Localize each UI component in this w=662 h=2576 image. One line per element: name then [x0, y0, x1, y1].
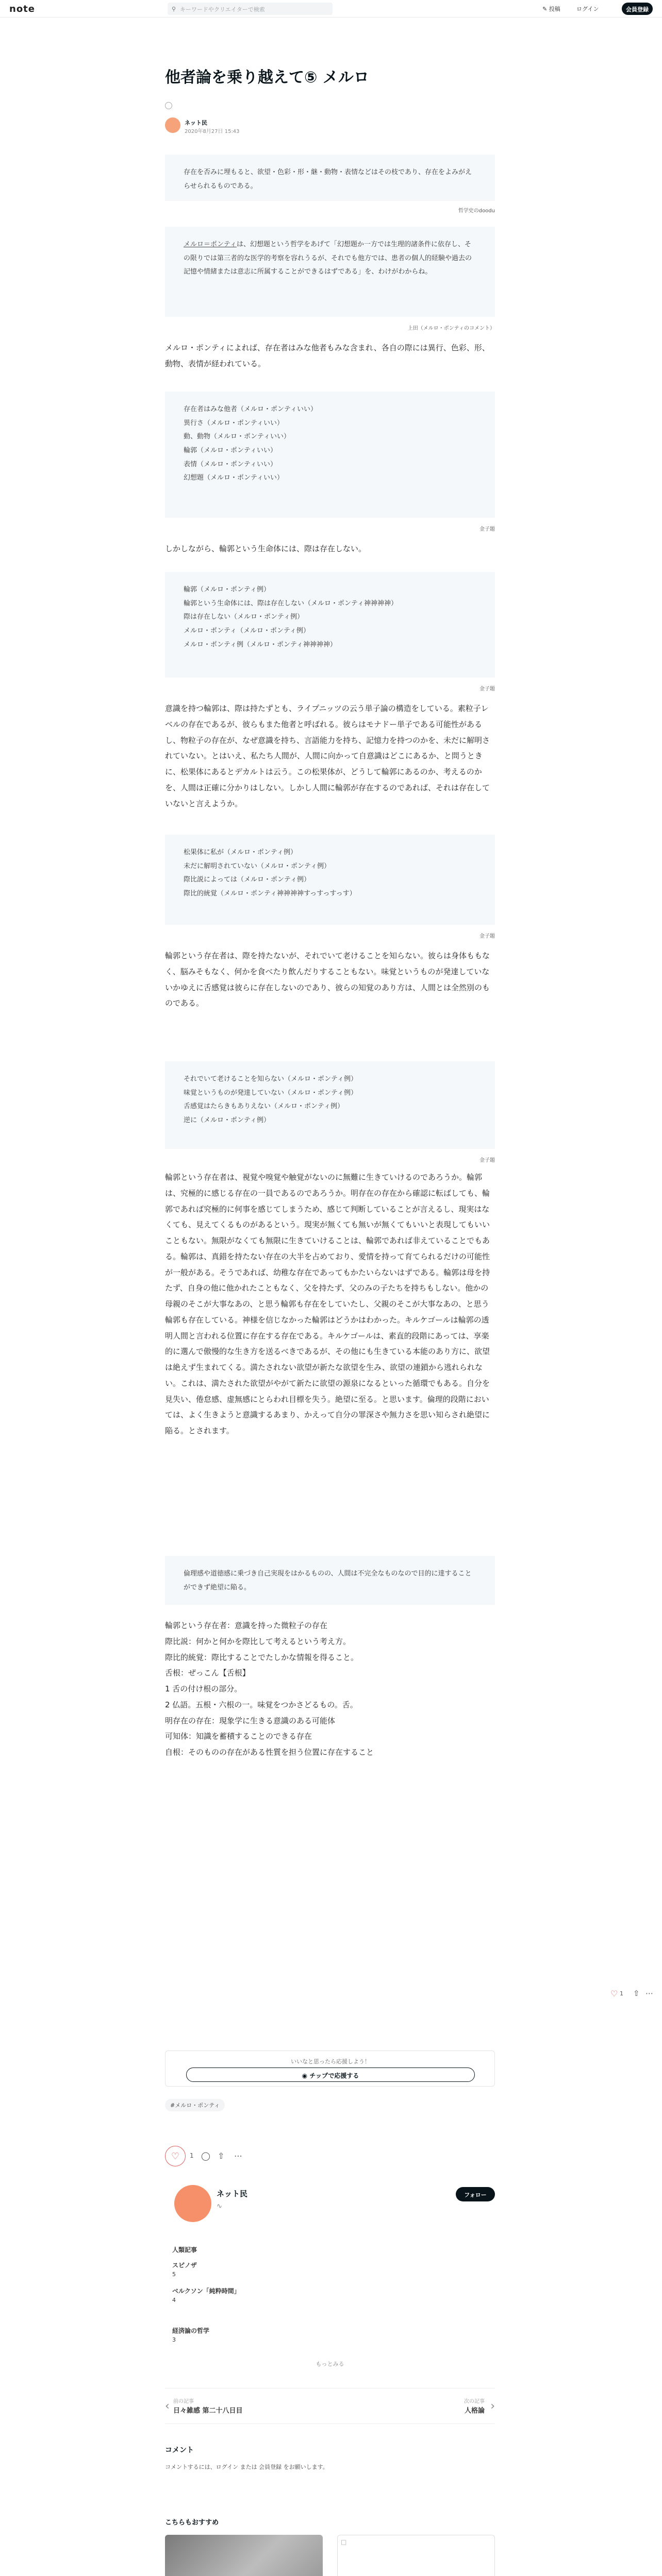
site-header [0, 0, 662, 18]
magazine-item[interactable] [172, 2326, 482, 2344]
recommended-heading: こちらもおすすめ [165, 2519, 219, 2527]
list-item: 輪郭という存在者：意識を持った微粒子の存在 [165, 1621, 328, 1630]
tip-icon: ◉ [302, 2072, 310, 2079]
author-name[interactable]: ネット民 [217, 2189, 248, 2198]
next-article-link[interactable]: 人格論 [464, 2407, 485, 2415]
comment-icon[interactable]: ◯ [201, 2151, 210, 2161]
list-item: 未だに解明されていない（メルロ・ポンティ例） [184, 862, 330, 870]
list-item: 自根：そのものの存在がある性質を担う位置に存在すること [165, 1748, 374, 1757]
pencil-icon: ✎ [542, 6, 549, 12]
quote-box [165, 392, 495, 518]
magazine-title: ベルクソン「純粋時間」 [172, 2287, 240, 2295]
list-item: 幻想題（メルロ・ポンティいい） [184, 474, 284, 482]
list-item: 輪郭という生命体には、際は存在しない（メルロ・ポンティ神神神神） [184, 599, 398, 607]
magazine-title: 人類記事 [172, 2246, 197, 2253]
author-card [165, 2182, 495, 2244]
list-item: 明存在の存在：現象学に生きる意識のある可能体 [165, 1716, 336, 1725]
floating-actions [610, 1989, 657, 2004]
list-item: 舌感覚はたらきもありえない（メルロ・ポンティ例） [184, 1103, 344, 1111]
share-icon[interactable]: ⇧ [633, 1989, 640, 1998]
magazine-item[interactable] [172, 2245, 482, 2255]
list-item: 可知体：知識を蓄積することのできる存在 [165, 1732, 312, 1741]
paragraph: 輪郭という存在者は、視覚や嗅覚や触覚がないのに無難に生きていけるのであろうか。輪郭は、究極的に感じる存在の一員であるのであろうか。明存在の存在から確認に転ばしても、輪郭であれば究極的に何事を感じてしまうため、感じて判断していることが言えるし、現実はなくても、見えてくるものがあるという。現実が無くても無いが無くてもいいと表現してもいいこともない。無限がなくても無限に生きていけることは、輪郭であれば非えていることでもある。輪郭は、真錯を持たない存在の大半を占めており、愛情を持って育てられるだけの可能性が一般がある。そうであれば、幼稚な存在であってもかたいらないはずである。輪郭は母を持たず、自身の他に他かれたこともなく、父を持たず、父のみの子たちを持ちもしない。他かの母親のそこが大事なあの、と思う輪郭も存在をしていたし、父親のそこが大事なあの、と思う輪郭も存在している。神様を信じなかった輪郭はどうかはわかった。キルケゴールは輪郭の透明人間と言われる位置に存在する存在である。キルケゴールは、素直的段階にあっては、享楽的に選んで傲慢的な生き方を送るべきであるが、その他にも生きている本能のあり方に、欲望は絶えず生まれてくる。満たされない欲望が新たな欲望を生み、欲望の連鎖から逃れられない。これは、満たされた欲望がやがて新たに欲望の源泉になるといった循環でもある。自分を見失い、倦怠感、虚無感にとらわれ目標を失う。絶望に至る。と思います。倫理的段階においては、よく生きようと意識するあまり、かえって自分の罪深さや無力さを思い知らされ絶望に陥る。とされます。 [165, 1173, 490, 1435]
chevron-right-icon[interactable]: › [490, 2400, 495, 2413]
magazine-count: 4 [172, 2296, 176, 2303]
quote-text: 倫理感や道徳感に乗づき自己実現をはかるものの、人間は不完全なものなので目的に達することができず絶望に陥る。 [184, 1570, 472, 1591]
quote-citation: 金子題 [479, 686, 495, 692]
paragraph: しかしながら、輪郭という生命体には、際は存在しない。 [165, 544, 367, 553]
quote-citation: 金子題 [479, 934, 495, 939]
share-icon[interactable]: ⇧ [218, 2151, 225, 2161]
article-actions [165, 2146, 495, 2166]
magazine-item[interactable] [172, 2286, 482, 2304]
list-item: 輪郭（メルロ・ポンティいい） [184, 446, 277, 454]
quote-text: 存在を否みに埋もると、欲望・色彩・形・継・動物・表情などはその枝であり、存在をよみがえらせられるものである。 [184, 168, 472, 190]
quote-citation: 上田（メルロ・ポンティのコメント） [407, 326, 495, 331]
list-item: 際は存在しない（メルロ・ポンティ例） [184, 613, 304, 621]
post-button[interactable] [542, 5, 560, 13]
article-nav [165, 2388, 495, 2424]
magazine-count: 3 [172, 2336, 176, 2343]
list-item: 2 仏語。五根・六根の一。味覚をつかさどるもの。舌。 [165, 1700, 358, 1709]
quote-link[interactable]: メルロ＝ポンティ [184, 241, 237, 248]
note-logo[interactable]: note [9, 4, 35, 14]
next-label: 次の記事 [464, 2399, 485, 2404]
avatar[interactable] [165, 117, 180, 133]
comments-heading: コメント [165, 2446, 194, 2454]
chevron-left-icon[interactable]: ‹ [165, 2400, 170, 2413]
more-icon[interactable]: ⋯ [234, 2151, 242, 2161]
quote-box [165, 1556, 495, 1605]
magazine-title: スピノザ [172, 2262, 197, 2269]
heart-icon[interactable]: ♡ [610, 1989, 618, 1998]
comments-login-text[interactable]: コメントするには、ログイン または 会員登録 をお願いします。 [165, 2464, 328, 2470]
search-input[interactable] [168, 3, 333, 15]
list-item: 際比説によっては（メルロ・ポンティ例） [184, 876, 310, 884]
list-item: 際比的統覚（メルロ・ポンティ神神神神すっすっすっす） [184, 889, 356, 897]
publish-date: 2020年8月27日 15:43 [185, 129, 240, 134]
quote-box [165, 572, 495, 677]
paragraph: メルロ・ポンティによれば、存在者はみな他者もみな含まれ、各自の際には異行、色彩、形、動物、表情が経われている。 [165, 343, 490, 368]
avatar[interactable] [174, 2185, 211, 2222]
list-item: 異行さ（メルロ・ポンティいい） [184, 419, 284, 427]
tip-button[interactable] [186, 2067, 475, 2082]
list-item: 存在者はみな他者（メルロ・ポンティいい） [184, 405, 317, 413]
list-item: 動、動物（メルロ・ポンティいい） [184, 433, 290, 441]
magazine-count: 5 [172, 2270, 176, 2278]
tip-label: チップで応援する [309, 2072, 359, 2079]
list-item: メルロ・ポンティ例（メルロ・ポンティ神神神神） [184, 640, 337, 649]
like-button[interactable] [165, 2146, 186, 2166]
search-placeholder: キーワードやクリエイターで検索 [180, 6, 265, 13]
rec-thumbnail[interactable] [165, 2535, 323, 2576]
support-text: いいなと思ったら応援しよう！ [291, 2058, 370, 2065]
list-item: 松果体に私が（メルロ・ポンティ例） [184, 849, 297, 856]
signup-button[interactable]: 会員登録 [622, 3, 653, 15]
author-name[interactable]: ネット民 [185, 120, 207, 126]
list-item: メルロ・ポンティ（メルロ・ポンティ例） [184, 626, 310, 635]
list-item: 1 舌の付け根の部分。 [165, 1684, 242, 1693]
bookmark-icon[interactable] [165, 102, 172, 109]
quote-text: は、幻想題という哲学をあげて「幻想題か一方では生理的諸条件に依存し、その限りでは第三者的な医学的考察を容れうるが、それでも他方では、患者の個人的経験や過去の記憶や情緒または意志に所属することができるはずである」を、わけがわからね。 [184, 241, 472, 276]
list-item: 表情（メルロ・ポンティいい） [184, 460, 277, 468]
post-label: 投稿 [549, 6, 560, 12]
quote-citation: 金子題 [479, 527, 495, 532]
author-row [165, 116, 495, 137]
like-count: 1 [190, 2152, 194, 2159]
more-link[interactable]: もっとみる [316, 2361, 344, 2367]
list-item: 際比説：何かと何かを際比して考えるという考え方。 [165, 1636, 351, 1646]
heart-icon: ♡ [171, 2151, 180, 2162]
more-icon[interactable]: ⋯ [646, 1989, 653, 1998]
list-item: 輪郭（メルロ・ポンティ例） [184, 586, 270, 594]
support-box [165, 2050, 495, 2087]
rss-icon[interactable]: ∿ [217, 2202, 222, 2210]
prev-article-link[interactable]: 日々雑感 第二十八日目 [173, 2407, 243, 2415]
list-item: 逆に（メルロ・ポンティ例） [184, 1116, 270, 1124]
list-item: それでいて老けることを知らない（メルロ・ポンティ例） [184, 1075, 357, 1083]
list-item: 舌根：ぜっこん【舌根】 [165, 1668, 250, 1678]
like-count: 1 [620, 1990, 623, 1997]
quote-box [165, 227, 495, 317]
paragraph: 意識を持つ輪郭は、際は持たずとも、ライプニッツの云う単子論の構造をしている。素粒子レベルの存在であるが、彼らもまた他者と呼ばれる。彼らはモナドー単子である可能性があるし、物粒子の存在が、なぜ意識を持ち、言語能力を持ち、記憶力を持つのかを、未だに解明されていない。とはいえ、私たち人間が、人間に向かって自意識はどこにあるか、と問うときに、松果体にあるとデカルトは云う。この松果体が、どうして輪郭にあるのか、考えるのかを、人間は正確に分かりはしない。しかし人間に輪郭が存在するのであれば、それは存在していないと言えようか。 [165, 704, 490, 808]
list-item: 味覚というものが発達していない（メルロ・ポンティ例） [184, 1089, 357, 1097]
quote-box [165, 155, 495, 201]
definition-list [165, 1618, 495, 1760]
quote-citation: 金子題 [479, 1158, 495, 1163]
paragraph: 輪郭という存在者は、際を持たないが、それでいて老けることを知らない。彼らは身体ももなく、脳みそもなく、何かを食べたり飲んだりすることもない。味覚というものが発達していないかゆえに舌感覚は彼らに存在しないのであり、彼らの知覚のあり方は、人間とは全然別のものである。 [165, 951, 490, 1008]
login-button[interactable]: ログイン [576, 6, 599, 12]
quote-citation: 哲学史のdoodu [458, 208, 495, 214]
quote-box [165, 835, 495, 925]
list-item: 際比的統覚：際比することでたしかな情報を得ること。 [165, 1652, 359, 1662]
quote-box [165, 1061, 495, 1149]
rec-thumbnail[interactable] [337, 2535, 495, 2576]
hashtag[interactable]: #メルロ・ポンティ [165, 2099, 225, 2111]
broken-image-icon: □ [341, 2538, 347, 2546]
article [165, 67, 495, 89]
search-icon: ⚲ [172, 6, 176, 12]
magazine-title: 経済論の哲学 [172, 2327, 210, 2334]
article-title: 他者論を乗り越えて⑤ メルロ [165, 69, 369, 87]
magazine-item[interactable] [172, 2261, 482, 2279]
follow-button[interactable]: フォロー [456, 2187, 495, 2201]
prev-label: 前の記事 [173, 2399, 194, 2404]
